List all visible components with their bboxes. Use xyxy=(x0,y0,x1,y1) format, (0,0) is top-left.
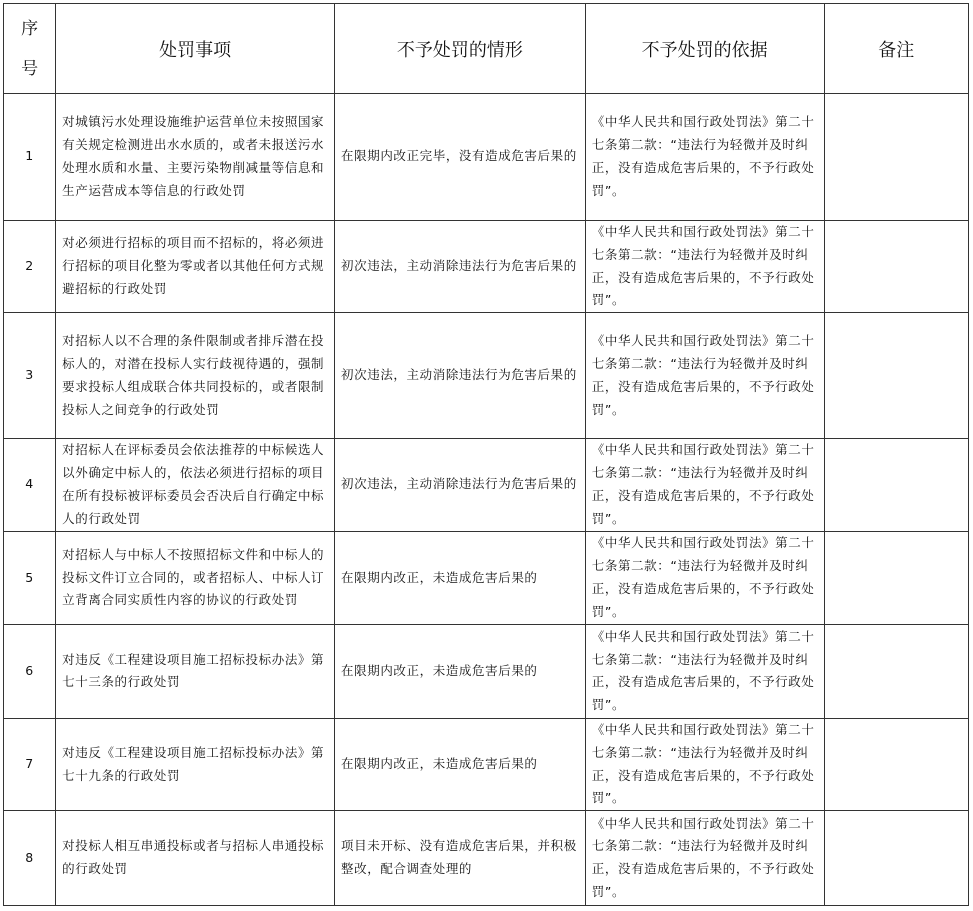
penalty-exemption-table xyxy=(3,3,969,906)
row-matter: 对城镇污水处理设施维护运营单位未按照国家有关规定检测进出水水质的，或者未报送污水处理水质和水量、主要污染物削减量等信息和生产运营成本等信息的行政处罚 xyxy=(56,94,335,221)
row-situation: 在限期内改正，未造成危害后果的 xyxy=(335,531,586,625)
row-basis: 《中华人民共和国行政处罚法》第二十七条第二款：“违法行为轻微并及时纠正，没有造成危害后果的，不予行政处罚”。 xyxy=(585,625,824,719)
row-situation: 项目未开标、没有造成危害后果，并积极整改，配合调查处理的 xyxy=(335,811,586,906)
row-basis: 《中华人民共和国行政处罚法》第二十七条第二款：“违法行为轻微并及时纠正，没有造成危害后果的，不予行政处罚”。 xyxy=(585,718,824,811)
table-row xyxy=(4,94,969,221)
row-basis: 《中华人民共和国行政处罚法》第二十七条第二款：“违法行为轻微并及时纠正，没有造成危害后果的，不予行政处罚”。 xyxy=(585,531,824,625)
row-remarks xyxy=(824,625,968,719)
row-remarks xyxy=(824,718,968,811)
row-situation: 在限期内改正，未造成危害后果的 xyxy=(335,718,586,811)
row-number: 4 xyxy=(4,439,56,532)
row-matter: 对招标人以不合理的条件限制或者排斥潜在投标人的，对潜在投标人实行歧视待遇的，强制要求投标人组成联合体共同投标的，或者限制投标人之间竞争的行政处罚 xyxy=(56,313,335,439)
header-situation: 不予处罚的情形 xyxy=(335,4,586,94)
row-remarks xyxy=(824,531,968,625)
table-row xyxy=(4,313,969,439)
header-seq-line2: 号 xyxy=(21,58,39,79)
row-number: 1 xyxy=(4,94,56,221)
row-matter: 对违反《工程建设项目施工招标投标办法》第七十九条的行政处罚 xyxy=(56,718,335,811)
row-basis: 《中华人民共和国行政处罚法》第二十七条第二款：“违法行为轻微并及时纠正，没有造成危害后果的，不予行政处罚”。 xyxy=(585,94,824,221)
row-remarks xyxy=(824,94,968,221)
row-basis: 《中华人民共和国行政处罚法》第二十七条第二款：“违法行为轻微并及时纠正，没有造成危害后果的，不予行政处罚”。 xyxy=(585,220,824,313)
header-basis: 不予处罚的依据 xyxy=(585,4,824,94)
table-row xyxy=(4,531,969,625)
row-matter: 对招标人在评标委员会依法推荐的中标候选人以外确定中标人的，依法必须进行招标的项目在所有投标被评标委员会否决后自行确定中标人的行政处罚 xyxy=(56,439,335,532)
header-row xyxy=(4,4,969,94)
row-number: 5 xyxy=(4,531,56,625)
row-matter: 对必须进行招标的项目而不招标的，将必须进行招标的项目化整为零或者以其他任何方式规避招标的行政处罚 xyxy=(56,220,335,313)
row-situation: 初次违法，主动消除违法行为危害后果的 xyxy=(335,313,586,439)
row-number: 8 xyxy=(4,811,56,906)
row-number: 2 xyxy=(4,220,56,313)
row-remarks xyxy=(824,439,968,532)
row-number: 6 xyxy=(4,625,56,719)
row-remarks xyxy=(824,313,968,439)
header-matter: 处罚事项 xyxy=(56,4,335,94)
row-matter: 对招标人与中标人不按照招标文件和中标人的投标文件订立合同的，或者招标人、中标人订立背离合同实质性内容的协议的行政处罚 xyxy=(56,531,335,625)
row-number: 7 xyxy=(4,718,56,811)
row-remarks xyxy=(824,811,968,906)
table-row xyxy=(4,811,969,906)
header-seq-line1: 序 xyxy=(21,18,39,39)
row-number: 3 xyxy=(4,313,56,439)
header-remarks: 备注 xyxy=(824,4,968,94)
table-row xyxy=(4,220,969,313)
table-row xyxy=(4,625,969,719)
table-row xyxy=(4,718,969,811)
row-remarks xyxy=(824,220,968,313)
row-situation: 初次违法，主动消除违法行为危害后果的 xyxy=(335,439,586,532)
row-basis: 《中华人民共和国行政处罚法》第二十七条第二款：“违法行为轻微并及时纠正，没有造成危害后果的，不予行政处罚”。 xyxy=(585,313,824,439)
row-basis: 《中华人民共和国行政处罚法》第二十七条第二款：“违法行为轻微并及时纠正，没有造成危害后果的，不予行政处罚”。 xyxy=(585,439,824,532)
row-basis: 《中华人民共和国行政处罚法》第二十七条第二款：“违法行为轻微并及时纠正，没有造成危害后果的，不予行政处罚”。 xyxy=(585,811,824,906)
table-row xyxy=(4,439,969,532)
header-seq xyxy=(4,4,56,94)
row-situation: 在限期内改正完毕，没有造成危害后果的 xyxy=(335,94,586,221)
row-matter: 对投标人相互串通投标或者与招标人串通投标的行政处罚 xyxy=(56,811,335,906)
row-matter: 对违反《工程建设项目施工招标投标办法》第七十三条的行政处罚 xyxy=(56,625,335,719)
row-situation: 初次违法，主动消除违法行为危害后果的 xyxy=(335,220,586,313)
row-situation: 在限期内改正，未造成危害后果的 xyxy=(335,625,586,719)
